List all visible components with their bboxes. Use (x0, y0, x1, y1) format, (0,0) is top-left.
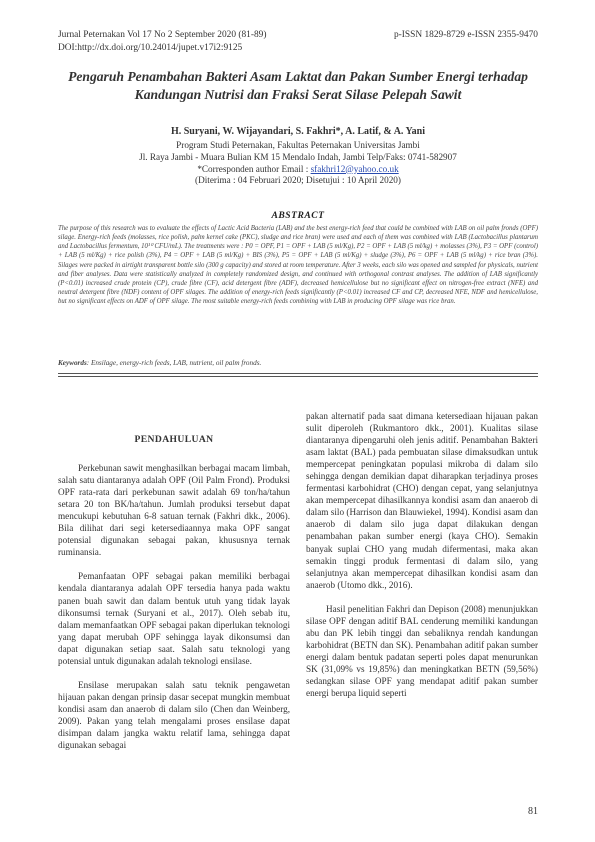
address: Jl. Raya Jambi - Muara Bulian KM 15 Mendalo Indah, Jambi Telp/Faks: 0741-582907 (139, 151, 457, 162)
paragraph: Pemanfaatan OPF sebagai pakan memiliki berbagai kendala diantaranya adalah OPF tersedia hanya pada waktu panen buah sawit dan dalam bentuk utuh yang tidak layak dikonsumsi ternak (Suryani et al., 2017). Oleh sebab itu, dalam memanfaatkan OPF sebagai pakan diperlukan teknologi yang dapat merubah OPF sehingga layak dikonsumsi dan dapat digunakan setiap saat. Salah satu teknologi yang potensial untuk digunakan adalah teknologi ensilase. (58, 571, 290, 666)
running-header (58, 29, 538, 54)
section-title: PENDAHULUAN (134, 434, 214, 445)
paragraph: Perkebunan sawit menghasilkan berbagai macam limbah, salah satu diantaranya adalah OPF (Oil Palm Frond). Produksi OPF rata-rata dari perkebunan sawit adalah 69 ton/ha/tahun setara 20 ton BK/ha/tahun. Jumlah produksi tersebut dapat mencukupi kebutuhan 6-8 satuan ternak (Fakhri dkk., 2006). Bila dilihat dari segi ketersediaannya maka OPF sangat potensial digunakan sebagai pakan, khususnya ternak ruminansia. (58, 463, 290, 558)
doi: DOI:http://dx.doi.org/10.24014/jupet.v17i2:9125 (58, 42, 243, 53)
journal-citation: Jurnal Peternakan Vol 17 No 2 September 2020 (81-89) (58, 30, 267, 40)
paragraph: Ensilase merupakan salah satu teknik pengawetan hijauan pakan dengan prinsip dasar secepat mungkin membuat kondisi asam dan anaerob di dalam silo (Chen dan Weinberg, 2009). Pakan yang telah mengalami proses ensilase dapat disimpan dalam jangka waktu relatif lama, sehingga dapat digunakan sebagai (58, 679, 290, 751)
dates: (Diterima : 04 Februari 2020; Disetujui : 10 April 2020) (195, 175, 401, 186)
issn: p-ISSN 1829-8729 e-ISSN 2355-9470 (393, 30, 538, 40)
corresponding-label: *Corresponden author Email : (197, 163, 309, 174)
program: Program Studi Peternakan, Fakultas Peternakan Universitas Jambi (176, 140, 420, 150)
corresponding-author (58, 164, 538, 176)
divider-bottom (58, 376, 538, 377)
keywords-text: : Ensilage, energy-rich feeds, LAB, nutrient, oil palm fronds. (86, 359, 262, 367)
left-column (58, 410, 290, 763)
affiliation (58, 140, 538, 187)
divider-top (58, 373, 538, 374)
keywords-label: Keywords (58, 359, 87, 367)
paragraph: pakan alternatif pada saat dimana ketersediaan hijauan pakan sulit diperoleh (Rukmantoro dkk., 2001). Kualitas silase diantaranya dipengaruhi oleh jenis aditif. Penambahan Bakteri asam laktat (BAL) pada pembuatan silase dimaksudkan untuk mempercepat peningkatan populasi mikroba di dalam silo sehingga dengan demikian dapat diharapkan terjadinya proses fermentasi karbohidrat (CHO) dengan cepat, yang selanjutnya akan mempercepat dihasilkannya kondisi asam dan anaerob di dalam silo (Harrison dan Blauwiekel, 1994). Kondisi asam dan anaerob di dalam silo juga dapat dilakukan dengan penambahan pakan sumber energi (kaya CHO). Semakin banyak suplai CHO yang mudah difermentasi, maka akan semakin tinggi produk fermentasi di dalam silo, yang selanjutnya akan mempercepat dihasilkan kondisi asam dan anaerob (Utomo dkk., 2016). (306, 411, 538, 590)
abstract-heading: ABSTRACT (271, 210, 325, 221)
paragraph: Hasil penelitian Fakhri dan Depison (2008) menunjukkan silase OPF dengan aditif BAL cenderung memiliki kandungan abu dan PK lebih tinggi dan sebaliknya rendah kandungan karbohidrat (BETN dan SK). Penambahan aditif pakan sumber energi dalam bentuk padatan seperti poles dapat menurunkan SK (31,09% vs 19,85%) dan meningkatkan BETN (59,56%) sedangkan silase OPF yang mendapat aditif pakan sumber energi berupa liquid seperti (306, 603, 538, 699)
page-number: 81 (528, 806, 538, 817)
right-column (306, 410, 538, 711)
abstract-text: The purpose of this research was to evaluate the effects of Lactic Acid Bacteria (LAB) and the best energy-rich feed that could be combined with LAB on oil palm fronds (OPF) silage. Energy-rich feeds (molasses, rice polish, palm kernel cake (PKC), sludge and rice bran) were used and each of them was combined with LAB (Lactobacillus plantarum and Lactobacillus fermentum, 10¹⁰ CFU/mL). The treatments were : P0 = OPF, P1 = OPF + LAB (5 ml/Kg), P2 = OPF + LAB (5 ml/kg) + molasses (3%), P3 = OPF (control) + LAB (5 ml/Kg) + rice polish (3%), P4 = OPF + LAB (5 ml/Kg) + BIS (3%), P5 = OPF + LAB (5 ml/Kg) + sludge (3%), P6 = OPF + LAB (5 ml/kg) + rice bran (3%). Silages were packed in airtight transparent bottle silo (300 g capacity) and stored at room temperature. After 3 weeks, each silo was opened and sampled for physicals, nutrient and fiber analyses. Data were statistically analyzed in completely randomized design, and continued with orthogonal contrast analyses. The addition of LAB significantly (P<0.01) increased crude protein (CP), crude fibre (CF), acid detergent fibre (ADF), decreased hemicellulose but no significant effect on nitrogen-free extract (NFE) and neutral detergent fibre (NDF) content of OPF silages. The addition of energy-rich feeds significantly (P<0.01) increased CF and CP, decreased NFE, NDF and hemicellulose, but no significant effects on ADF of OPF silage. The most suitable energy-rich feeds combining with LAB in producing OPF silage was rice bran. (58, 225, 538, 306)
authors: H. Suryani, W. Wijayandari, S. Fakhri*, A. Latif, & A. Yani (170, 126, 426, 137)
keywords (58, 359, 538, 367)
email-link[interactable]: sfakhri12@yahoo.co.uk (310, 163, 399, 174)
article-title: Pengaruh Penambahan Bakteri Asam Laktat dan Pakan Sumber Energi terhadap Kandungan Nutrisi dan Fraksi Serat Silase Pelepah Sawit (68, 69, 528, 102)
